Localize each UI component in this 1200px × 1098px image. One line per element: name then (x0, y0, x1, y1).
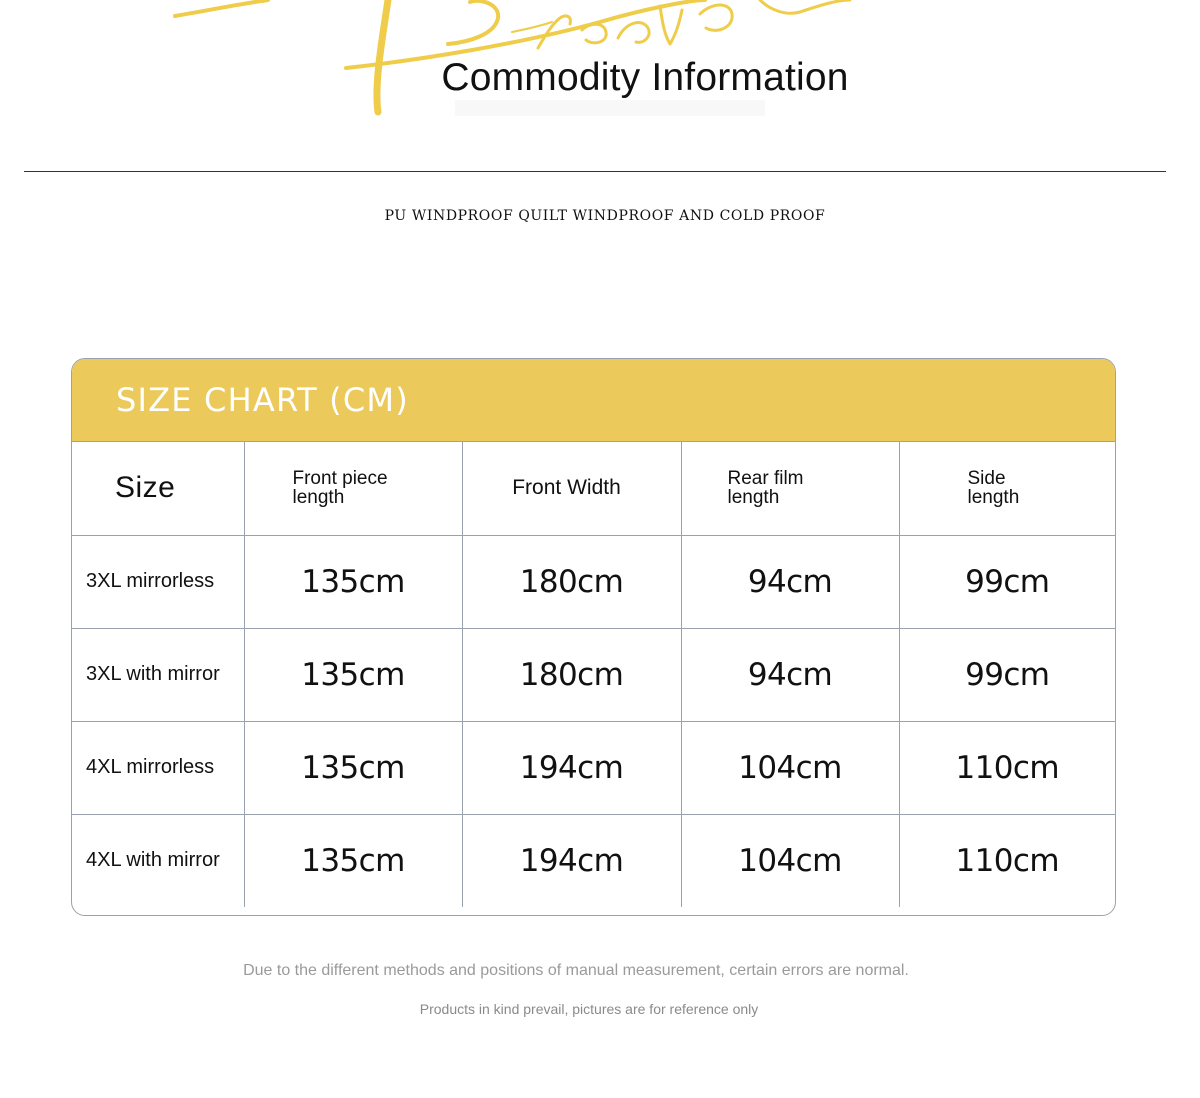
column-header-front-width: Front Width (462, 442, 681, 535)
product-subtitle: PU WINDPROOF QUILT WINDPROOF AND COLD PROOF (384, 208, 826, 224)
column-header-line: length (967, 487, 1020, 509)
column-header-line: length (727, 487, 780, 509)
table-row (72, 721, 1115, 814)
cell-side-length: 110cm (899, 814, 1115, 907)
cell-side-length: 99cm (899, 628, 1115, 721)
cell-front-piece-length: 135cm (244, 628, 462, 721)
row-size-label: 3XL with mirror (72, 628, 244, 721)
column-header-line: Rear film (727, 468, 804, 490)
table-row (72, 535, 1115, 628)
cell-front-piece-length: 135cm (244, 721, 462, 814)
column-header-line: Side (967, 468, 1006, 490)
size-chart-title: SIZE CHART (CM) (116, 381, 409, 419)
column-header-size: Size (72, 442, 244, 535)
cell-front-width: 180cm (462, 628, 681, 721)
cell-rear-film-length: 104cm (681, 721, 899, 814)
cell-side-length: 110cm (899, 721, 1115, 814)
column-header-rear-film-length (681, 442, 899, 535)
cell-front-width: 180cm (462, 535, 681, 628)
cell-front-piece-length: 135cm (244, 814, 462, 907)
table-row (72, 814, 1115, 907)
table-header-row (72, 442, 1115, 535)
column-header-line: Front piece (292, 468, 388, 490)
page-title: Commodity Information (441, 56, 849, 99)
size-chart-header (72, 359, 1115, 442)
cell-front-width: 194cm (462, 721, 681, 814)
cell-side-length: 99cm (899, 535, 1115, 628)
row-size-label: 3XL mirrorless (72, 535, 244, 628)
size-chart (71, 358, 1116, 916)
column-header-side-length (899, 442, 1115, 535)
cell-rear-film-length: 94cm (681, 628, 899, 721)
size-table (72, 442, 1115, 907)
cell-front-piece-length: 135cm (244, 535, 462, 628)
reference-disclaimer: Products in kind prevail, pictures are for reference only (419, 1001, 759, 1017)
row-size-label: 4XL with mirror (72, 814, 244, 907)
cell-rear-film-length: 104cm (681, 814, 899, 907)
column-header-front-piece-length (244, 442, 462, 535)
cell-rear-film-length: 94cm (681, 535, 899, 628)
cell-front-width: 194cm (462, 814, 681, 907)
header-divider (24, 171, 1166, 172)
table-row (72, 628, 1115, 721)
row-size-label: 4XL mirrorless (72, 721, 244, 814)
column-header-line: length (292, 487, 345, 509)
measurement-disclaimer: Due to the different methods and positions of manual measurement, certain errors are normal. (243, 962, 909, 979)
